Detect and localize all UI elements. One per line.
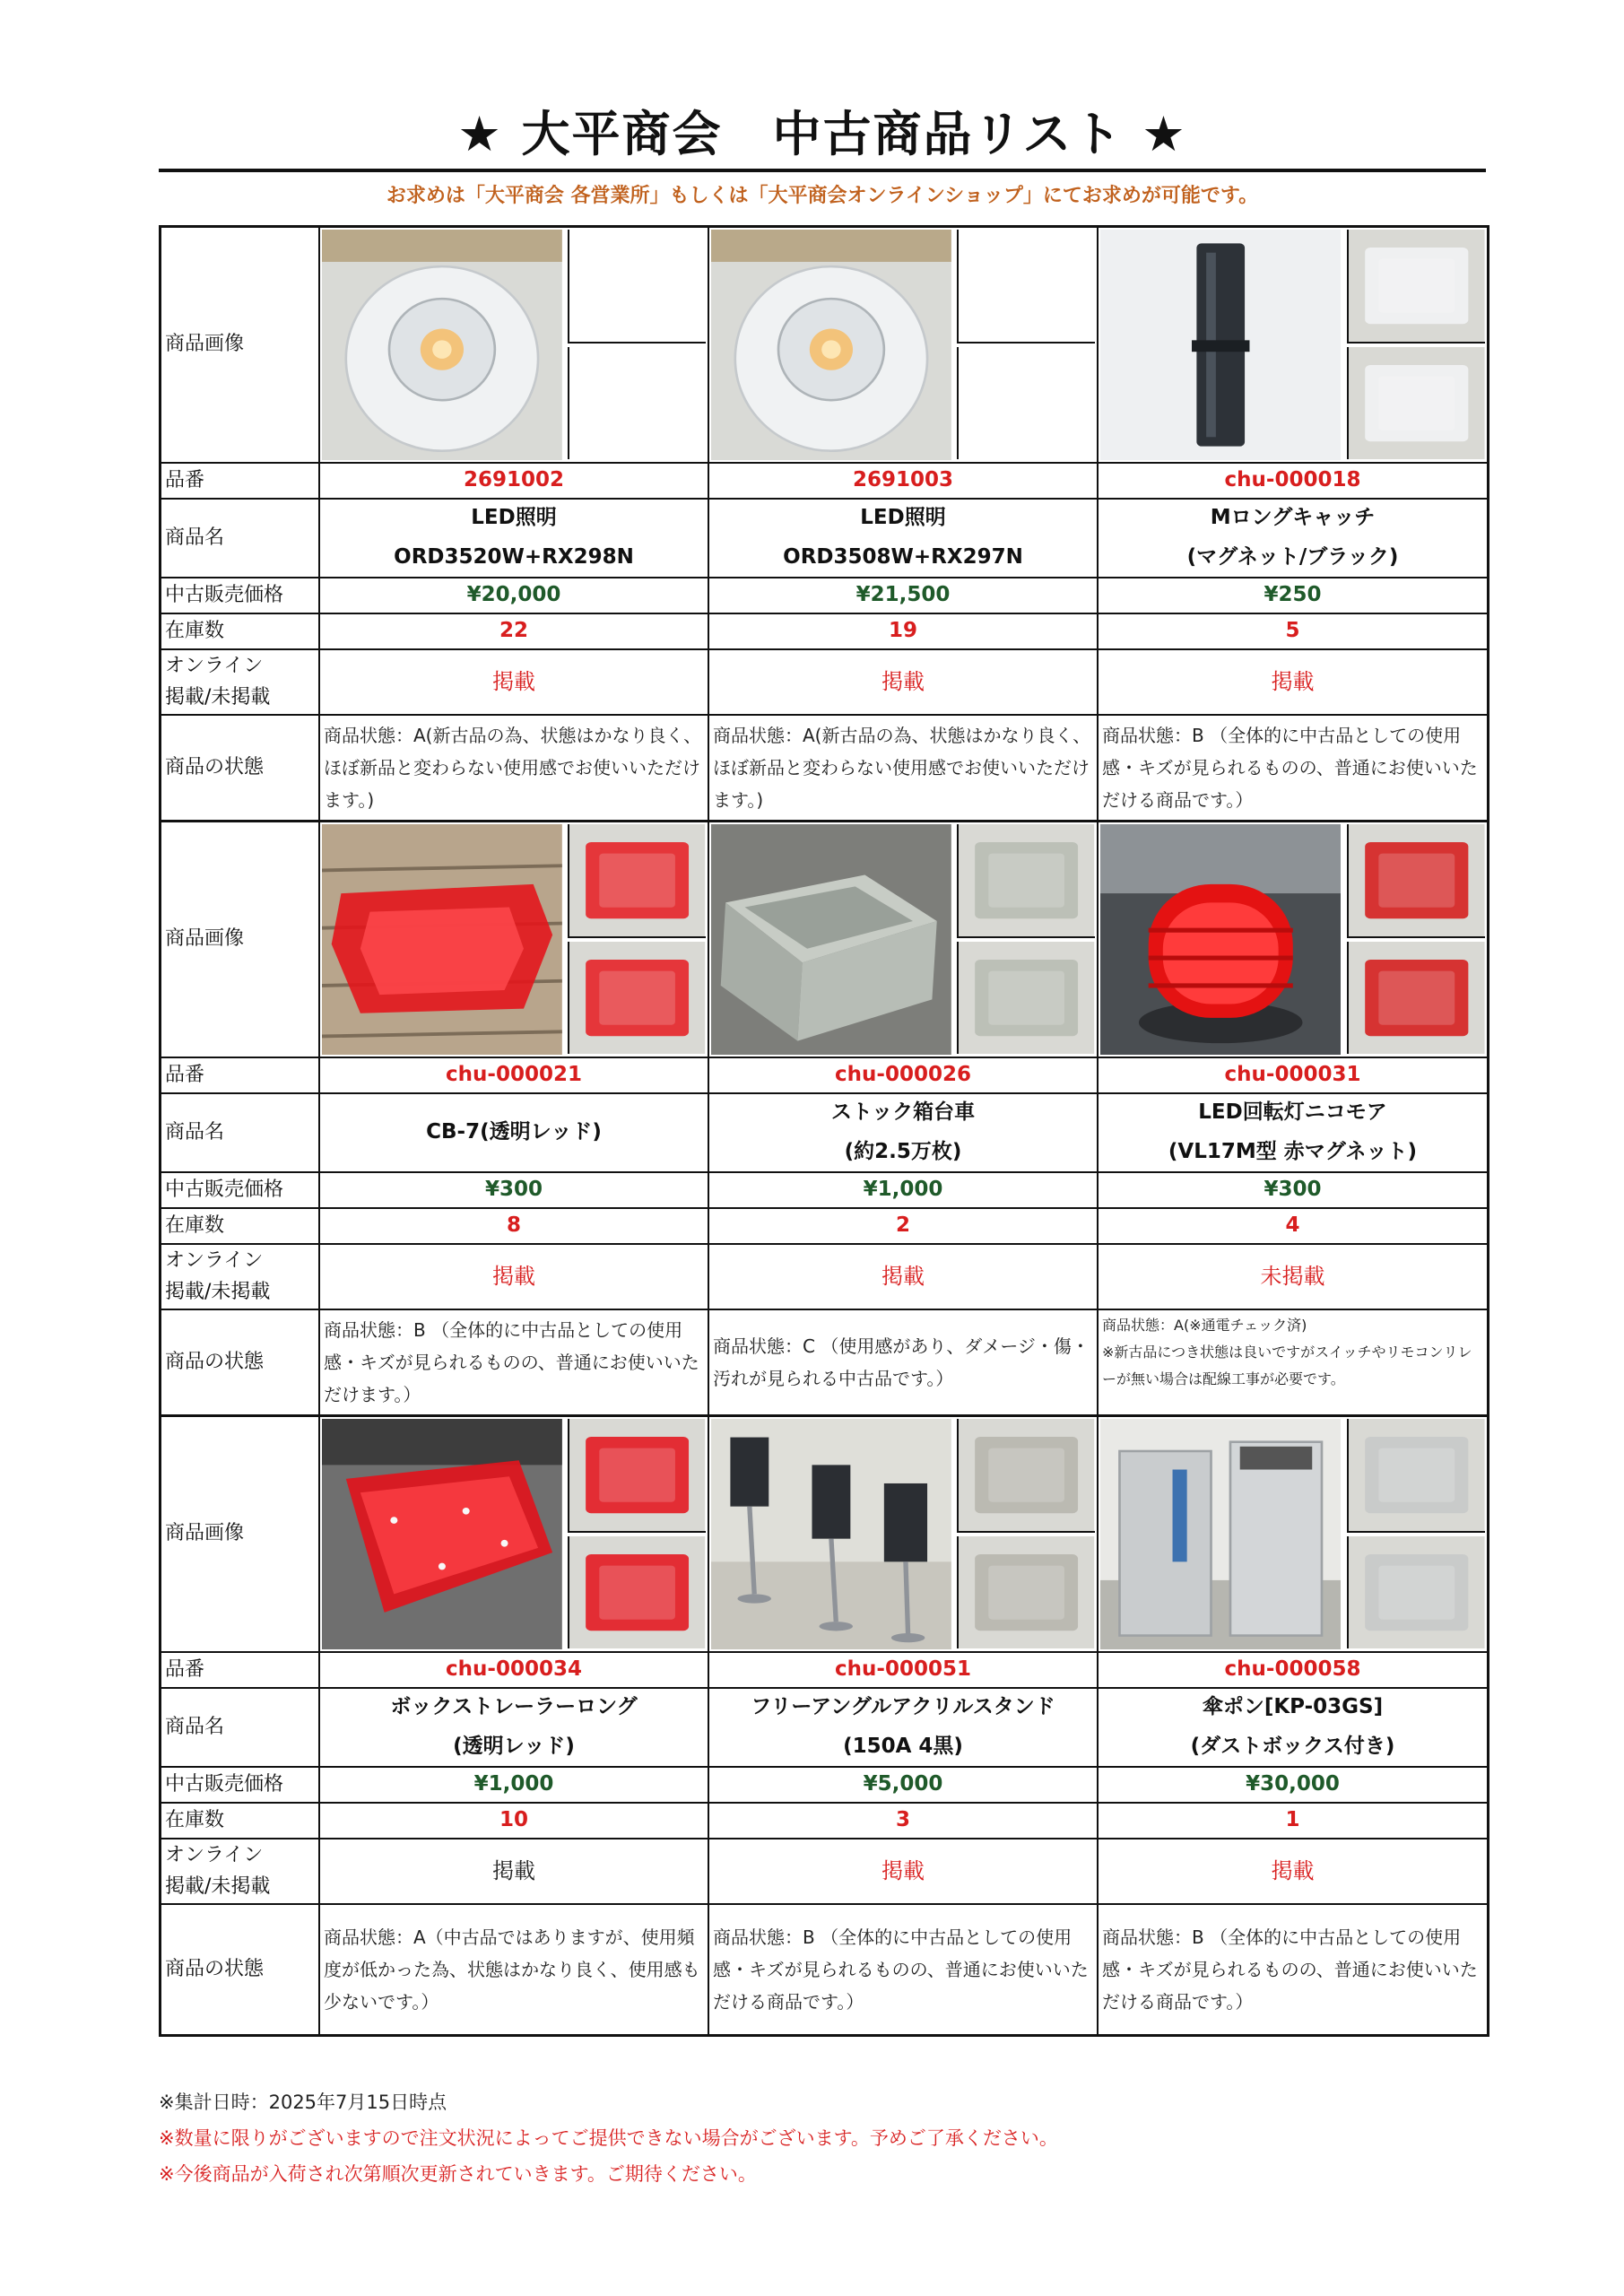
online-label-line1: オンライン bbox=[165, 1844, 264, 1867]
product-photo-thumb bbox=[957, 1536, 1094, 1648]
product-stock: 1 bbox=[1099, 1804, 1487, 1839]
product-group bbox=[161, 820, 1487, 1414]
row-label-condition: 商品の状態 bbox=[161, 716, 320, 820]
product-photo-thumb bbox=[1347, 942, 1485, 1054]
product-photo-thumb bbox=[957, 824, 1094, 938]
product-photo-thumb bbox=[957, 1419, 1094, 1533]
product-price: ¥1,000 bbox=[320, 1768, 709, 1804]
product-photo-thumb bbox=[1347, 824, 1485, 938]
product-photo-main bbox=[1100, 824, 1341, 1055]
product-image-cell bbox=[709, 822, 1099, 1058]
product-condition: 商品状態：C （使用感があり、ダメージ・傷・汚れが見られる中古品です。） bbox=[709, 1310, 1099, 1414]
product-photo-thumb bbox=[957, 230, 1094, 344]
row-label-price: 中古販売価格 bbox=[161, 1768, 320, 1804]
note-limited-quantity: ※数量に限りがございますので注文状況によってご提供できない場合がございます。予めご了承ください。 bbox=[159, 2127, 1058, 2149]
product-name-line1: フリーアングルアクリルスタンド bbox=[751, 1695, 1055, 1719]
product-photo-main bbox=[711, 824, 951, 1055]
product-group bbox=[161, 1414, 1487, 2034]
product-name-line2: ORD3508W+RX297N bbox=[783, 545, 1023, 569]
product-name-line1: LED照明 bbox=[860, 506, 946, 530]
product-table bbox=[159, 225, 1489, 2037]
product-price: ¥300 bbox=[1099, 1173, 1487, 1209]
product-stock: 2 bbox=[709, 1209, 1099, 1245]
product-condition: 商品状態：A（中古品ではありますが、使用頻度が低かった為、状態はかなり良く、使用感も少ないです。） bbox=[320, 1905, 709, 2034]
row-label-code: 品番 bbox=[161, 464, 320, 500]
product-name bbox=[320, 500, 709, 578]
product-photo-thumb bbox=[568, 942, 705, 1054]
product-condition: 商品状態：B （全体的に中古品としての使用感・キズが見られるものの、普通にお使いいただける商品です。） bbox=[709, 1905, 1099, 2034]
row-label-image: 商品画像 bbox=[161, 1417, 320, 1653]
online-label-line2: 掲載/未掲載 bbox=[165, 1280, 271, 1303]
product-code: chu-000021 bbox=[320, 1058, 709, 1094]
product-photo-thumb bbox=[568, 1536, 705, 1648]
product-stock: 4 bbox=[1099, 1209, 1487, 1245]
row-label-name: 商品名 bbox=[161, 500, 320, 578]
product-name-line2: ORD3520W+RX298N bbox=[394, 545, 634, 569]
product-image-cell bbox=[709, 1417, 1099, 1653]
row-label-stock: 在庫数 bbox=[161, 614, 320, 650]
product-image-cell bbox=[1099, 228, 1487, 464]
product-name-line1: Mロングキャッチ bbox=[1210, 506, 1376, 530]
product-code: chu-000058 bbox=[1099, 1653, 1487, 1689]
product-photo-main bbox=[322, 1419, 562, 1649]
row-label-online bbox=[161, 1839, 320, 1905]
product-code: chu-000034 bbox=[320, 1653, 709, 1689]
product-photo-thumb bbox=[1347, 347, 1485, 459]
product-photo-thumb bbox=[1347, 1536, 1485, 1648]
product-name-line1: LED回転灯ニコモア bbox=[1198, 1100, 1387, 1125]
product-name-line1: 傘ポン[KP-03GS] bbox=[1202, 1695, 1384, 1719]
product-online-status: 未掲載 bbox=[1099, 1245, 1487, 1310]
product-online-status: 掲載 bbox=[320, 1245, 709, 1310]
product-photo-thumb bbox=[957, 347, 1094, 459]
product-name bbox=[1099, 1094, 1487, 1173]
product-stock: 5 bbox=[1099, 614, 1487, 650]
product-code: chu-000051 bbox=[709, 1653, 1099, 1689]
product-photo-main bbox=[1100, 1419, 1341, 1649]
product-name-line2: (透明レッド) bbox=[453, 1735, 575, 1758]
product-online-status: 掲載 bbox=[709, 1245, 1099, 1310]
row-label-stock: 在庫数 bbox=[161, 1209, 320, 1245]
product-online-status: 掲載 bbox=[320, 1839, 709, 1905]
product-photo-thumb bbox=[1347, 230, 1485, 344]
product-online-status: 掲載 bbox=[1099, 1839, 1487, 1905]
product-code: 2691003 bbox=[709, 464, 1099, 500]
title-rule bbox=[159, 169, 1486, 172]
product-photo-thumb bbox=[568, 824, 705, 938]
product-price: ¥5,000 bbox=[709, 1768, 1099, 1804]
product-photo-main bbox=[322, 824, 562, 1055]
product-stock: 8 bbox=[320, 1209, 709, 1245]
product-condition: 商品状態：B （全体的に中古品としての使用感・キズが見られるものの、普通にお使いいただける商品です。） bbox=[1102, 725, 1478, 811]
product-price: ¥21,500 bbox=[709, 578, 1099, 614]
product-photo-thumb bbox=[1347, 1419, 1485, 1533]
row-label-image: 商品画像 bbox=[161, 228, 320, 464]
product-name bbox=[320, 1094, 709, 1173]
product-stock: 10 bbox=[320, 1804, 709, 1839]
product-name-line1: ストック箱台車 bbox=[830, 1100, 976, 1125]
product-photo-thumb bbox=[568, 1419, 705, 1533]
note-updates: ※今後商品が入荷され次第順次更新されていきます。ご期待ください。 bbox=[159, 2163, 757, 2185]
product-stock: 22 bbox=[320, 614, 709, 650]
product-name-line1: LED照明 bbox=[471, 506, 557, 530]
product-image-cell bbox=[320, 228, 709, 464]
product-name bbox=[709, 500, 1099, 578]
product-code: chu-000018 bbox=[1099, 464, 1487, 500]
row-label-price: 中古販売価格 bbox=[161, 578, 320, 614]
row-label-online bbox=[161, 650, 320, 716]
row-label-code: 品番 bbox=[161, 1653, 320, 1689]
row-label-stock: 在庫数 bbox=[161, 1804, 320, 1839]
product-name bbox=[320, 1689, 709, 1768]
product-price: ¥1,000 bbox=[709, 1173, 1099, 1209]
row-label-condition: 商品の状態 bbox=[161, 1905, 320, 2034]
product-photo-main bbox=[1100, 230, 1341, 460]
condition-line2: ※新古品につき状態は良いですがスイッチやリモコンリレーが無い場合は配線工事が必要です。 bbox=[1102, 1344, 1472, 1387]
page-title: ★ 大平商会 中古商品リスト ★ bbox=[457, 106, 1187, 162]
product-name bbox=[709, 1094, 1099, 1173]
row-label-online bbox=[161, 1245, 320, 1310]
online-label-line2: 掲載/未掲載 bbox=[165, 685, 271, 709]
note-aggregation-date: ※集計日時：2025年7月15日時点 bbox=[159, 2092, 447, 2113]
page-subtitle: お求めは「大平商会 各営業所」もしくは「大平商会オンラインショップ」にてお求めが可能です。 bbox=[386, 185, 1259, 207]
product-photo-thumb bbox=[957, 942, 1094, 1054]
product-code: chu-000031 bbox=[1099, 1058, 1487, 1094]
row-label-condition: 商品の状態 bbox=[161, 1310, 320, 1414]
product-condition bbox=[1099, 1310, 1487, 1414]
product-name-line1: ボックストレーラーロング bbox=[390, 1695, 638, 1719]
product-image-cell bbox=[709, 228, 1099, 464]
product-name bbox=[709, 1689, 1099, 1768]
product-online-status: 掲載 bbox=[1099, 650, 1487, 716]
row-label-price: 中古販売価格 bbox=[161, 1173, 320, 1209]
product-name-line2: (150A 4黒) bbox=[843, 1735, 963, 1758]
product-photo-thumb bbox=[568, 230, 705, 344]
product-online-status: 掲載 bbox=[709, 1839, 1099, 1905]
product-name-line2: (マグネット/ブラック) bbox=[1186, 545, 1399, 569]
condition-line1: 商品状態：A(※通電チェック済) bbox=[1102, 1317, 1307, 1334]
product-name-line2: (約2.5万枚) bbox=[844, 1140, 962, 1163]
product-image-cell bbox=[1099, 822, 1487, 1058]
notes bbox=[159, 2084, 1058, 2192]
product-name bbox=[1099, 500, 1487, 578]
online-label-line2: 掲載/未掲載 bbox=[165, 1874, 271, 1898]
product-name bbox=[1099, 1689, 1487, 1768]
product-image-cell bbox=[320, 822, 709, 1058]
row-label-name: 商品名 bbox=[161, 1689, 320, 1768]
product-price: ¥250 bbox=[1099, 578, 1487, 614]
product-photo-main bbox=[322, 230, 562, 460]
product-photo-thumb bbox=[568, 347, 705, 459]
product-online-status: 掲載 bbox=[709, 650, 1099, 716]
product-condition: 商品状態：B （全体的に中古品としての使用感・キズが見られるものの、普通にお使いいただけます。） bbox=[320, 1310, 709, 1414]
product-name-line2: (ダストボックス付き) bbox=[1190, 1735, 1395, 1758]
product-price: ¥20,000 bbox=[320, 578, 709, 614]
product-image-cell bbox=[1099, 1417, 1487, 1653]
product-online-status: 掲載 bbox=[320, 650, 709, 716]
product-code: chu-000026 bbox=[709, 1058, 1099, 1094]
row-label-code: 品番 bbox=[161, 1058, 320, 1094]
product-photo-main bbox=[711, 230, 951, 460]
product-name-line1: CB-7(透明レッド) bbox=[426, 1120, 602, 1144]
product-price: ¥300 bbox=[320, 1173, 709, 1209]
product-name-line2: (VL17M型 赤マグネット) bbox=[1168, 1140, 1418, 1163]
product-photo-main bbox=[711, 1419, 951, 1649]
product-condition: 商品状態：A(新古品の為、状態はかなり良く、ほぼ新品と変わらない使用感でお使いいただけます。) bbox=[320, 716, 709, 820]
product-stock: 19 bbox=[709, 614, 1099, 650]
product-price: ¥30,000 bbox=[1099, 1768, 1487, 1804]
product-image-cell bbox=[320, 1417, 709, 1653]
row-label-name: 商品名 bbox=[161, 1094, 320, 1173]
product-group bbox=[161, 228, 1487, 820]
online-label-line1: オンライン bbox=[165, 1249, 264, 1273]
product-code: 2691002 bbox=[320, 464, 709, 500]
product-stock: 3 bbox=[709, 1804, 1099, 1839]
product-condition: 商品状態：A(新古品の為、状態はかなり良く、ほぼ新品と変わらない使用感でお使いいただけます。) bbox=[709, 716, 1099, 820]
row-label-image: 商品画像 bbox=[161, 822, 320, 1058]
product-condition: 商品状態：B （全体的に中古品としての使用感・キズが見られるものの、普通にお使いいただける商品です。） bbox=[1102, 1926, 1478, 2013]
online-label-line1: オンライン bbox=[165, 655, 264, 678]
